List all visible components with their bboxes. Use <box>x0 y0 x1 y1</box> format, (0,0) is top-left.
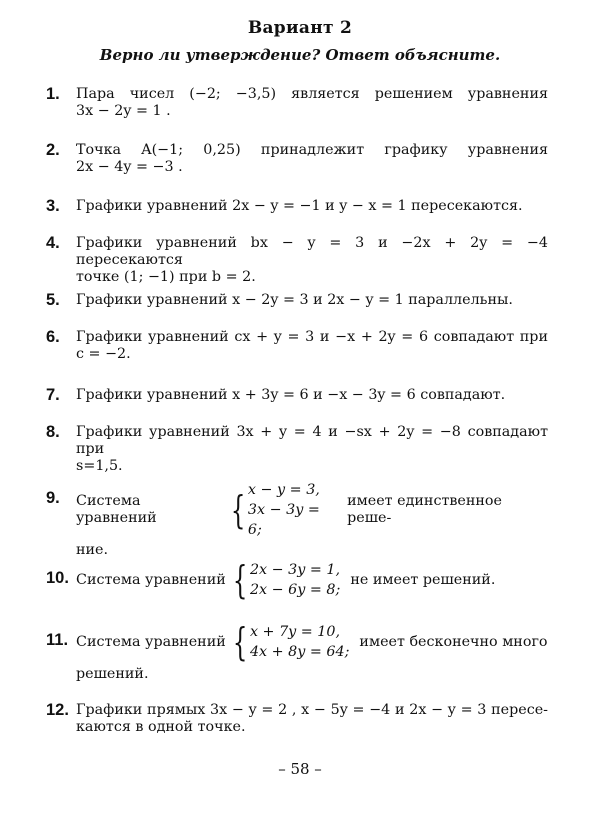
problem-3 <box>48 198 548 215</box>
instruction-text: Верно ли утверждение? Ответ объясните. <box>99 46 501 64</box>
problem-text-line1: Графики уравнений x − 2y = 3 и 2x − y = 1 параллельны. <box>76 292 513 308</box>
problem-number: 8. <box>46 423 60 441</box>
problem-trailing-text: имеет бесконечно много <box>359 633 548 650</box>
problem-number: 5. <box>46 291 60 309</box>
equation-system <box>250 560 340 600</box>
problem-number: 4. <box>46 234 60 252</box>
problem-number: 12. <box>46 701 69 719</box>
problem-lead-text: Система уравнений <box>76 571 226 588</box>
system-row <box>76 480 548 540</box>
problem-text-line2: каются в одной точке. <box>76 719 246 735</box>
problem-number: 1. <box>46 85 60 103</box>
left-brace: { <box>232 620 248 664</box>
problem-number: 9. <box>46 489 60 507</box>
system-equation-1: 2x − 3y = 1, <box>249 562 341 578</box>
system-equation-2: 4x + 8y = 64; <box>249 644 350 660</box>
problem-7 <box>48 387 548 404</box>
problem-text-line1: Пара чисел (−2; −3,5) является решением уравнения <box>76 86 548 102</box>
problem-lead-text: Система уравнений <box>76 633 226 650</box>
left-brace: { <box>230 488 246 532</box>
problem-text-line2: точке (1; −1) при b = 2. <box>76 269 256 285</box>
equation-system <box>250 622 349 662</box>
problem-4 <box>48 235 548 286</box>
problem-1 <box>48 86 548 120</box>
variant-title: Вариант 2 <box>247 18 353 38</box>
problem-text-line1: Графики уравнений bx − y = 3 и −2x + 2y = −4 пересекаются <box>76 235 548 268</box>
problem-2 <box>48 142 548 176</box>
problem-number: 11. <box>46 631 69 649</box>
page-number: – 58 – <box>278 760 322 778</box>
problem-number: 7. <box>46 386 60 404</box>
problem-text-line1: Графики уравнений 2x − y = −1 и y − x = 1 пересекаются. <box>76 198 523 214</box>
system-equation-2: 2x − 6y = 8; <box>249 582 341 598</box>
system-equation-1: x + 7y = 10, <box>249 624 341 640</box>
problem-text-line1: Графики уравнений x + 3y = 6 и −x − 3y = 6 совпадают. <box>76 387 506 403</box>
problem-text-line1: Точка A(−1; 0,25) принадлежит графику уравнения <box>76 142 548 158</box>
problem-text-line2: решений. <box>76 666 149 682</box>
problem-8 <box>48 424 548 475</box>
problem-trailing-text: имеет единственное реше- <box>347 493 502 526</box>
problem-number: 10. <box>46 569 69 587</box>
system-equation-2: 3x − 3y = 6; <box>247 502 320 538</box>
system-row <box>76 622 548 662</box>
system-row <box>76 560 548 600</box>
problem-6 <box>48 329 548 363</box>
problem-11 <box>48 622 548 683</box>
system-equation-1: x − y = 3, <box>247 482 320 498</box>
problem-number: 6. <box>46 328 60 346</box>
problem-12 <box>48 702 548 736</box>
problem-10 <box>48 560 548 600</box>
problem-lead-text: Система уравнений <box>76 493 157 526</box>
problem-number: 3. <box>46 197 60 215</box>
problem-number: 2. <box>46 141 60 159</box>
problem-5 <box>48 292 548 309</box>
problem-text-line2: s=1,5. <box>76 458 123 474</box>
equation-system <box>248 480 337 540</box>
problem-text-line2: 3x − 2y = 1 . <box>76 103 171 119</box>
problem-text-line1: Графики уравнений cx + y = 3 и −x + 2y = 6 совпадают при <box>76 329 548 345</box>
problem-text-line2: ние. <box>76 542 109 558</box>
left-brace: { <box>232 558 248 602</box>
problem-text-line1: Графики прямых 3x − y = 2 , x − 5y = −4 и 2x − y = 3 пересе- <box>76 702 548 718</box>
problem-trailing-text: не имеет решений. <box>350 571 496 588</box>
problem-text-line2: c = −2. <box>76 346 131 362</box>
problem-text-line2: 2x − 4y = −3 . <box>76 159 183 175</box>
problem-9 <box>48 480 548 559</box>
problem-text-line1: Графики уравнений 3x + y = 4 и −sx + 2y = −8 совпадают при <box>76 424 548 457</box>
